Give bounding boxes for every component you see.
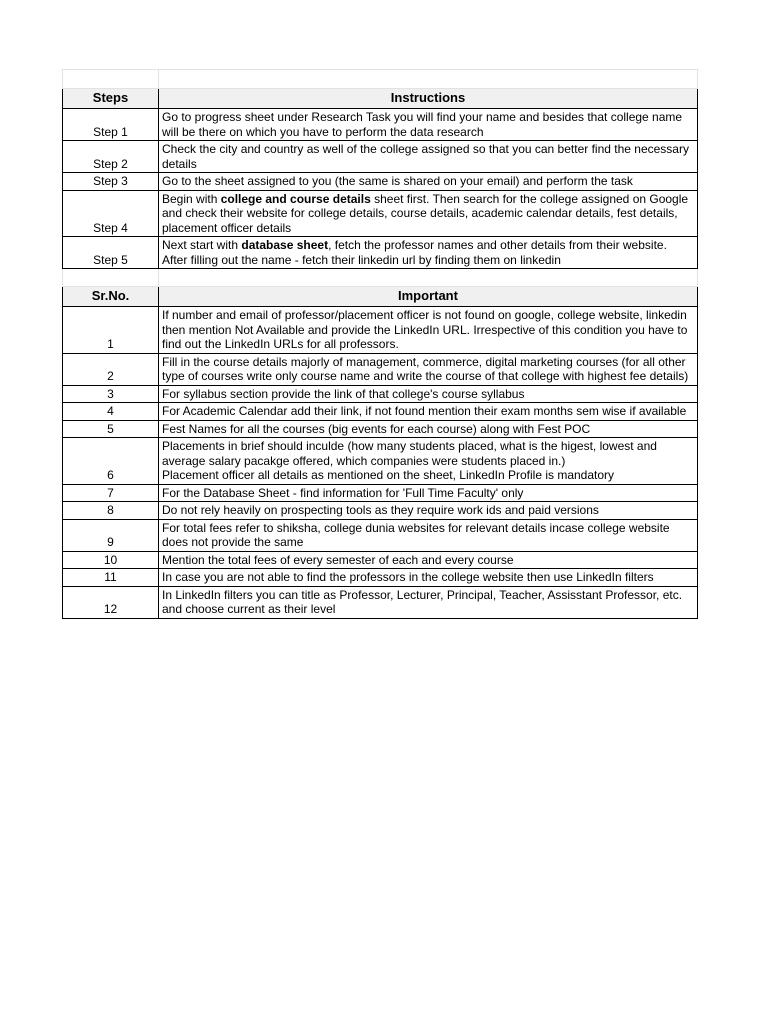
step-instruction[interactable]: Go to progress sheet under Research Task you will find your name and besides that college name will be there on which you have to perform the data research — [159, 109, 698, 141]
important-note[interactable]: Mention the total fees of every semester of each and every course — [159, 551, 698, 569]
step-label[interactable]: Step 2 — [63, 141, 159, 173]
important-note[interactable]: For the Database Sheet - find information for 'Full Time Faculty' only — [159, 484, 698, 502]
important-row — [63, 353, 698, 385]
important-row — [63, 438, 698, 485]
empty-row — [63, 70, 698, 89]
important-row — [63, 385, 698, 403]
empty-cell[interactable] — [159, 269, 698, 287]
step-label[interactable]: Step 1 — [63, 109, 159, 141]
instructions-header[interactable]: Instructions — [159, 89, 698, 109]
step-row — [63, 109, 698, 141]
bold-text-segment: college and course details — [220, 191, 371, 206]
text-segment: Next start with — [162, 238, 242, 252]
important-note[interactable]: If number and email of professor/placement officer is not found on google, college website, linkedin then mention Not Available and provide the LinkedIn URL. Irrespective of this condition you have to find out the LinkedIn URLs for all professors. — [159, 307, 698, 354]
important-row — [63, 307, 698, 354]
important-number[interactable]: 8 — [63, 502, 159, 520]
step-label[interactable]: Step 3 — [63, 173, 159, 191]
important-note[interactable]: In case you are not able to find the professors in the college website then use LinkedIn filters — [159, 569, 698, 587]
important-note[interactable]: Do not rely heavily on prospecting tools as they require work ids and paid versions — [159, 502, 698, 520]
step-row — [63, 141, 698, 173]
step-row — [63, 173, 698, 191]
important-row — [63, 586, 698, 618]
text-line: Placement officer all details as mentioned on the sheet, LinkedIn Profile is mandatory — [162, 468, 615, 482]
step-instruction[interactable]: Check the city and country as well of the college assigned so that you can better find the necessary details — [159, 141, 698, 173]
important-row — [63, 403, 698, 421]
step-instruction[interactable] — [159, 190, 698, 237]
important-number[interactable]: 4 — [63, 403, 159, 421]
text-segment: , fetch the professor names and other details from their website. After filling out the name - fetch their linkedin url by finding them on linkedin — [162, 238, 667, 267]
important-number[interactable]: 12 — [63, 586, 159, 618]
empty-cell[interactable] — [63, 269, 159, 287]
important-note[interactable]: In LinkedIn filters you can title as Professor, Lecturer, Principal, Teacher, Assisstant Professor, etc. and choose current as their level — [159, 586, 698, 618]
important-number[interactable]: 11 — [63, 569, 159, 587]
text-segment: sheet first. Then search for the college assigned on Google and check their website for college details, course details, academic calendar details, fest details, placement officer details — [162, 191, 689, 235]
important-number[interactable]: 9 — [63, 519, 159, 551]
empty-cell[interactable] — [63, 70, 159, 89]
important-header-row — [63, 287, 698, 307]
srno-header[interactable]: Sr.No. — [63, 287, 159, 307]
important-row — [63, 519, 698, 551]
important-note[interactable]: For total fees refer to shiksha, college dunia websites for relevant details incase college website does not provide the same — [159, 519, 698, 551]
important-number[interactable]: 1 — [63, 307, 159, 354]
steps-header-row — [63, 89, 698, 109]
important-row — [63, 420, 698, 438]
spreadsheet — [62, 69, 697, 619]
important-number[interactable]: 3 — [63, 385, 159, 403]
important-number[interactable]: 7 — [63, 484, 159, 502]
text-segment: Begin with — [162, 191, 221, 206]
important-row — [63, 551, 698, 569]
steps-header[interactable]: Steps — [63, 89, 159, 109]
empty-row — [63, 269, 698, 287]
important-number[interactable]: 6 — [63, 438, 159, 485]
important-note[interactable]: For syllabus section provide the link of that college's course syllabus — [159, 385, 698, 403]
step-instruction[interactable] — [159, 237, 698, 269]
step-instruction[interactable]: Go to the sheet assigned to you (the same is shared on your email) and perform the task — [159, 173, 698, 191]
important-row — [63, 484, 698, 502]
important-note[interactable]: Fill in the course details majorly of management, commerce, digital marketing courses (for all other type of courses write only course name and write the course of that college with highest fee details) — [159, 353, 698, 385]
instructions-sheet-table — [62, 69, 698, 619]
important-header[interactable]: Important — [159, 287, 698, 307]
step-row — [63, 237, 698, 269]
empty-cell[interactable] — [159, 70, 698, 89]
important-note[interactable]: Fest Names for all the courses (big events for each course) along with Fest POC — [159, 420, 698, 438]
important-note[interactable] — [159, 438, 698, 485]
text-line: Placements in brief should inculde (how many students placed, what is the higest, lowest and average salary pacakge offered, which companies were students placed in.) — [162, 439, 657, 468]
important-row — [63, 502, 698, 520]
important-note[interactable]: For Academic Calendar add their link, if not found mention their exam months sem wise if available — [159, 403, 698, 421]
important-number[interactable]: 5 — [63, 420, 159, 438]
step-label[interactable]: Step 5 — [63, 237, 159, 269]
important-number[interactable]: 2 — [63, 353, 159, 385]
step-row — [63, 190, 698, 237]
step-label[interactable]: Step 4 — [63, 190, 159, 237]
important-row — [63, 569, 698, 587]
bold-text-segment: database sheet — [241, 238, 329, 252]
important-number[interactable]: 10 — [63, 551, 159, 569]
